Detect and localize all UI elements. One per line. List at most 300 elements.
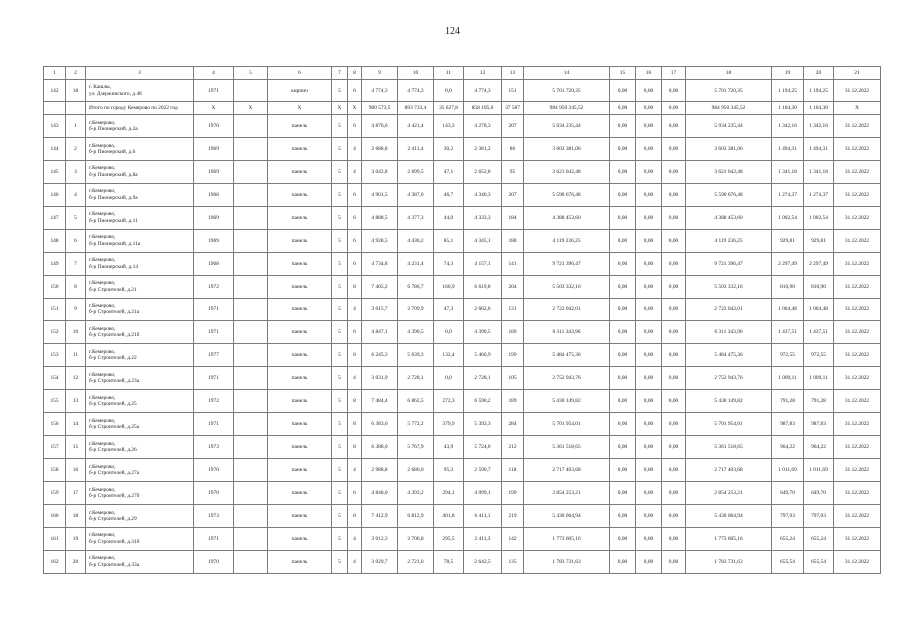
table-cell: 31.12.2022 [834,80,881,102]
table-cell: 1 773 605,16 [686,527,772,550]
table-cell: 8 [348,67,362,80]
table-cell: 6 862,5 [398,390,434,413]
table-cell: 1 009,11 [772,367,804,390]
table-cell: 0,00 [636,298,662,321]
table-cell: 31.12.2022 [834,275,881,298]
table-cell: 1969 [194,206,234,229]
table-cell: 1 437,51 [804,321,834,344]
table-cell: 379,9 [434,413,464,436]
table-cell: 10 [66,321,86,344]
table-cell: 0,00 [610,390,636,413]
table-cell: 31.12.2022 [834,229,881,252]
table-cell: 16 [636,67,662,80]
table-cell: 31.12.2022 [834,206,881,229]
table-cell: 0,00 [636,160,662,183]
table-cell: 0,00 [636,436,662,459]
table-cell: 74,3 [434,252,464,275]
table-cell [234,413,268,436]
table-cell: 964,22 [772,436,804,459]
table-cell [234,298,268,321]
table-cell: г.Кемерово, б-р Строителей, д.31б [86,527,194,550]
table-cell: 0,0 [434,367,464,390]
table-cell: 132,4 [434,344,464,367]
table-cell: 2 988,8 [362,459,398,482]
table-cell [234,229,268,252]
table-cell: 2 706,8 [398,527,434,550]
table-cell: 6 [348,229,362,252]
table-cell: 17 [662,67,686,80]
table-cell: 1 011,69 [804,459,834,482]
table-summary-row [44,102,881,115]
table-cell [234,367,268,390]
table-cell: 858 105,6 [464,102,502,115]
table-cell: 0,00 [662,459,686,482]
table-cell: 30,2 [434,137,464,160]
table-cell: панель [268,504,332,527]
table-cell: г.Кемерово, б-р Строителей, д.27а [86,459,194,482]
table-cell [234,183,268,206]
table-cell: 8 [348,504,362,527]
table-cell: 6 383,6 [362,413,398,436]
table-cell: 1 002,54 [804,206,834,229]
table-cell: 5 724,0 [464,436,502,459]
table-cell: 0,00 [610,298,636,321]
table-cell: 85,1 [434,229,464,252]
table-cell: г.Кемерово, б-р Строителей, д.21а [86,298,194,321]
table-cell: 4 [66,183,86,206]
table-cell: 2 411,3 [464,527,502,550]
table-cell: 797,03 [804,504,834,527]
table-cell: 1972 [194,390,234,413]
table-cell: 156 [44,413,66,436]
table-cell: 31.12.2022 [834,298,881,321]
table-cell: 797,03 [772,504,804,527]
table-cell: 0,00 [662,115,686,138]
table-cell: 151 [44,298,66,321]
table-cell: 0,00 [662,344,686,367]
table-cell: 160 [44,504,66,527]
table-cell: 1 [44,67,66,80]
table-cell: 4 [348,298,362,321]
table-cell: 31.12.2022 [834,344,881,367]
table-cell: 0,00 [610,160,636,183]
table-cell: 31.12.2022 [834,137,881,160]
table-cell: панель [268,298,332,321]
table-cell: 0,00 [610,321,636,344]
table-cell: 46,7 [434,183,464,206]
table-cell: 6 [348,321,362,344]
table-cell: 7 [66,252,86,275]
table-cell: 1970 [194,459,234,482]
table-cell: 1968 [194,252,234,275]
table-cell: 0,00 [610,137,636,160]
table-cell: 31.12.2022 [834,115,881,138]
table-cell: 162 [44,550,66,573]
table-cell: 284 [502,413,524,436]
table-cell: 972,55 [772,344,804,367]
table-cell: 972,55 [804,344,834,367]
table-cell: 142 [44,80,66,102]
table-cell: 0,00 [636,527,662,550]
table-cell: 3 031,9 [362,367,398,390]
table-cell: 3 015,7 [362,298,398,321]
table-cell: 655,54 [772,550,804,573]
table-cell: 20 [66,550,86,573]
table-row [44,160,881,183]
table-cell: 0,00 [610,504,636,527]
table-cell: 144 [44,137,66,160]
table-cell: 6 [348,183,362,206]
table-cell [234,137,268,160]
table-cell: 207 [502,115,524,138]
table-cell: 12 [464,67,502,80]
table-cell: 1968 [194,183,234,206]
table-cell: 929,81 [772,229,804,252]
table-cell: 8 [348,275,362,298]
table-cell: 1 494,31 [804,137,834,160]
table-cell: 791,28 [772,390,804,413]
table-row [44,413,881,436]
table-cell: 143 [44,115,66,138]
table-cell: 4 390,5 [464,321,502,344]
table-cell: 9 [66,298,86,321]
table-cell: 4 901,5 [362,183,398,206]
table-cell: 118 [502,459,524,482]
table-cell: 5 [66,206,86,229]
table-cell: 3 [66,160,86,183]
table-cell: 3 012,3 [362,527,398,550]
table-cell: 2 297,49 [804,252,834,275]
table-row [44,206,881,229]
table-cell: г.Кемерово, б-р Пионерский, д.11 [86,206,194,229]
table-cell: 2 752 943,76 [524,367,610,390]
table-cell: 5 934 235,44 [524,115,610,138]
table-cell: 4 430,2 [398,229,434,252]
table-cell: 16 [66,459,86,482]
table-cell: 1971 [194,80,234,102]
table-cell: 4 278,3 [464,115,502,138]
table-cell: 0,00 [636,550,662,573]
table-cell: 6 590,2 [464,390,502,413]
table-cell: 31.12.2022 [834,160,881,183]
table-cell: 189 [502,321,524,344]
table-cell: 0,00 [636,229,662,252]
table-row [44,321,881,344]
table-row [44,229,881,252]
table-cell: 153 [44,344,66,367]
table-cell: 4 888,5 [362,206,398,229]
table-cell: 2 699,5 [398,160,434,183]
table-cell: 149 [44,252,66,275]
table-cell: 158 [44,459,66,482]
table-cell: 5 430 149,82 [524,390,610,413]
table-cell: 1 002,54 [772,206,804,229]
table-cell [234,252,268,275]
table-cell [234,344,268,367]
table-cell: 1 194,25 [772,80,804,102]
table-row [44,527,881,550]
table-cell: 3 621 042,48 [524,160,610,183]
table-cell: панель [268,390,332,413]
table-cell: 21 [834,67,881,80]
table-cell: 31.12.2022 [834,252,881,275]
table-cell: 7 [332,67,348,80]
table-cell: 0,00 [662,102,686,115]
table-cell: 1 011,69 [772,459,804,482]
table-cell: 5 [332,80,348,102]
table-cell: 1 004,48 [772,298,804,321]
table-cell: 1971 [194,367,234,390]
table-cell: 0,00 [610,229,636,252]
table-cell: г.Кемерово, б-р Пионерский, д.9а [86,183,194,206]
table-cell: 0,00 [662,206,686,229]
table-cell: 8 [348,390,362,413]
table-cell: 0,00 [636,115,662,138]
table-cell: 0,00 [636,482,662,505]
table-cell: 4 848,0 [362,482,398,505]
table-cell: 11 [66,344,86,367]
table-cell: 5 701 954,01 [524,413,610,436]
table-row [44,115,881,138]
table-cell: 984 950 345,52 [686,102,772,115]
table-cell: 1970 [194,115,234,138]
table-cell: 2 722 042,01 [524,298,610,321]
table-cell: 142 [502,527,524,550]
table-cell: 0,00 [636,252,662,275]
table-cell: 2 709,9 [398,298,434,321]
table-cell: 0,00 [662,160,686,183]
table-cell: 0,00 [662,275,686,298]
table-cell: панель [268,137,332,160]
table-cell: 204 [502,275,524,298]
table-cell: панель [268,482,332,505]
table-cell: 0,00 [636,137,662,160]
table-cell: 984 950 345,52 [524,102,610,115]
table-cell: 1 437,51 [772,321,804,344]
table-cell: 272,3 [434,390,464,413]
table-cell: 1 009,11 [804,367,834,390]
table-cell: панель [268,344,332,367]
table-cell: панель [268,321,332,344]
table-cell: 0,00 [636,321,662,344]
table-cell: панель [268,252,332,275]
table-cell: 0,00 [662,436,686,459]
table-cell: 4 387,0 [398,183,434,206]
table-cell: 219 [502,504,524,527]
table-cell: 166,9 [434,275,464,298]
table-cell: 2 722 042,01 [686,298,772,321]
table-cell: 1969 [194,137,234,160]
table-cell: 0,00 [662,321,686,344]
table-cell: 17 [66,482,86,505]
table-cell: 2 717 403,68 [686,459,772,482]
table-cell: г.Кемерово, б-р Строителей, д.23а [86,367,194,390]
table-cell: 0,00 [610,367,636,390]
table-cell: 44,0 [434,206,464,229]
table-cell: 5 484 475,36 [686,344,772,367]
table-cell: 1 783 731,63 [686,550,772,573]
table-cell: 1971 [194,413,234,436]
table-cell: 5 361 518,65 [524,436,610,459]
table-cell: 810,90 [804,275,834,298]
table-cell: 987,83 [804,413,834,436]
table-cell: 155 [44,390,66,413]
table-row [44,459,881,482]
table-cell: 5 [332,115,348,138]
table-cell: 1970 [194,550,234,573]
table-cell: 4 774,3 [362,80,398,102]
table-cell: 95,3 [434,459,464,482]
table-cell: 2 652,8 [464,160,502,183]
table-cell: 131 [502,298,524,321]
table-cell: 1 004,48 [804,298,834,321]
table-cell [234,160,268,183]
table-cell: 964,22 [804,436,834,459]
table-cell: 188 [502,229,524,252]
table-cell: панель [268,367,332,390]
table-cell: 0,00 [610,206,636,229]
table-cell: 7 412,9 [362,504,398,527]
table-cell: 13 [502,67,524,80]
table-cell: панель [268,275,332,298]
table-cell: 207 [502,183,524,206]
table-cell: 0,00 [610,527,636,550]
table-cell: 145 [44,160,66,183]
table-cell: панель [268,115,332,138]
table-cell: 0,00 [662,504,686,527]
table-cell: 0,00 [662,527,686,550]
table-cell: 4 231,4 [398,252,434,275]
table-cell: 4 421,4 [398,115,434,138]
table-cell: 4 119 236,25 [524,229,610,252]
table-cell: панель [268,436,332,459]
table-cell: 0,00 [662,390,686,413]
table-cell: 1 194,25 [804,80,834,102]
table-cell: 1 [66,115,86,138]
table-row [44,550,881,573]
table-cell: 2 854 253,21 [686,482,772,505]
table-cell: 0,00 [662,137,686,160]
table-cell: 4 [348,459,362,482]
table-row [44,390,881,413]
table-cell: 105 [502,367,524,390]
table-row [44,137,881,160]
table-cell: 31.12.2022 [834,367,881,390]
table-cell: 31.12.2022 [834,436,881,459]
table-header-row [44,67,881,80]
table-cell: 1 773 605,16 [524,527,610,550]
table-cell: 1 274,37 [804,183,834,206]
table-cell: 1 341,18 [772,160,804,183]
table-cell [234,390,268,413]
table-cell: Х [834,102,881,115]
table-cell: 47,1 [434,160,464,183]
table-cell: 6 [66,229,86,252]
table-cell: 31.12.2022 [834,459,881,482]
table-cell: 4 388 453,60 [686,206,772,229]
table-cell: г.Кемерово, б-р Строителей, д.29 [86,504,194,527]
table-cell: 2 728,1 [398,367,434,390]
table-cell: 0,00 [636,183,662,206]
table-cell: 5 701 720,35 [686,80,772,102]
table-cell: 141 [502,252,524,275]
table-cell: г.Кемерово, б-р Строителей, д.21 [86,275,194,298]
table-cell: 31.12.2022 [834,527,881,550]
table-cell: г. Кашлы, ул. Дзержинского, д.48 [86,80,194,102]
table-cell: 0,00 [662,252,686,275]
table-cell: 0,00 [610,413,636,436]
table-cell: 6 786,7 [398,275,434,298]
table-cell: 2 662,6 [464,298,502,321]
table-cell: 1 104,30 [772,102,804,115]
table-cell: 5 [332,252,348,275]
table-cell: 4 119 236,25 [686,229,772,252]
table-cell [234,527,268,550]
table-cell: 0,00 [662,229,686,252]
table-cell: панель [268,206,332,229]
table-cell: 5 [332,206,348,229]
table-cell: 6 411,1 [464,504,502,527]
table-cell: 5 701 720,35 [524,80,610,102]
table-cell: 5 [332,413,348,436]
table-cell: 31.12.2022 [834,183,881,206]
table-cell: 5 [332,183,348,206]
table-cell: 6 812,9 [398,504,434,527]
table-cell: 154 [44,367,66,390]
table-cell: 0,00 [610,183,636,206]
table-cell: 152 [44,321,66,344]
table-row [44,344,881,367]
table-cell: 980 573,5 [362,102,398,115]
table-cell: 159 [44,482,66,505]
table-cell: 6 [348,115,362,138]
table-cell: 0,0 [434,80,464,102]
table-cell: 4 340,3 [464,183,502,206]
table-cell: 9 721 396,47 [524,252,610,275]
table-cell: 1969 [194,160,234,183]
table-cell: 0,00 [636,275,662,298]
table-cell: 4 876,6 [362,115,398,138]
table-cell: 0,0 [434,321,464,344]
table-cell: 0,00 [610,115,636,138]
table-row [44,504,881,527]
table-row [44,367,881,390]
table-row [44,80,881,102]
table-cell: 20 [804,67,834,80]
table-cell: 5 590 676,48 [524,183,610,206]
table-cell: 6 [348,482,362,505]
table-cell: 5 [332,344,348,367]
table-cell: г.Кемерово, б-р Строителей, д.26 [86,436,194,459]
table-cell: 2 688,8 [362,137,398,160]
table-cell [234,115,268,138]
table-cell: 5 [332,367,348,390]
table-cell: 37 587 [502,102,524,115]
table-cell: 0,00 [610,482,636,505]
table-cell: 4 [348,367,362,390]
table-cell: 4 [348,137,362,160]
table-cell: 5 430 149,82 [686,390,772,413]
table-cell: 5 [332,298,348,321]
table-cell: Х [348,102,362,115]
table-cell: 9 721 396,47 [686,252,772,275]
table-cell: 1972 [194,275,234,298]
table-cell: 15 [610,67,636,80]
table-cell: 35 627,8 [434,102,464,115]
table-cell: 5 [332,321,348,344]
table-cell: 4 390,5 [398,321,434,344]
table-cell: 0,00 [610,80,636,102]
